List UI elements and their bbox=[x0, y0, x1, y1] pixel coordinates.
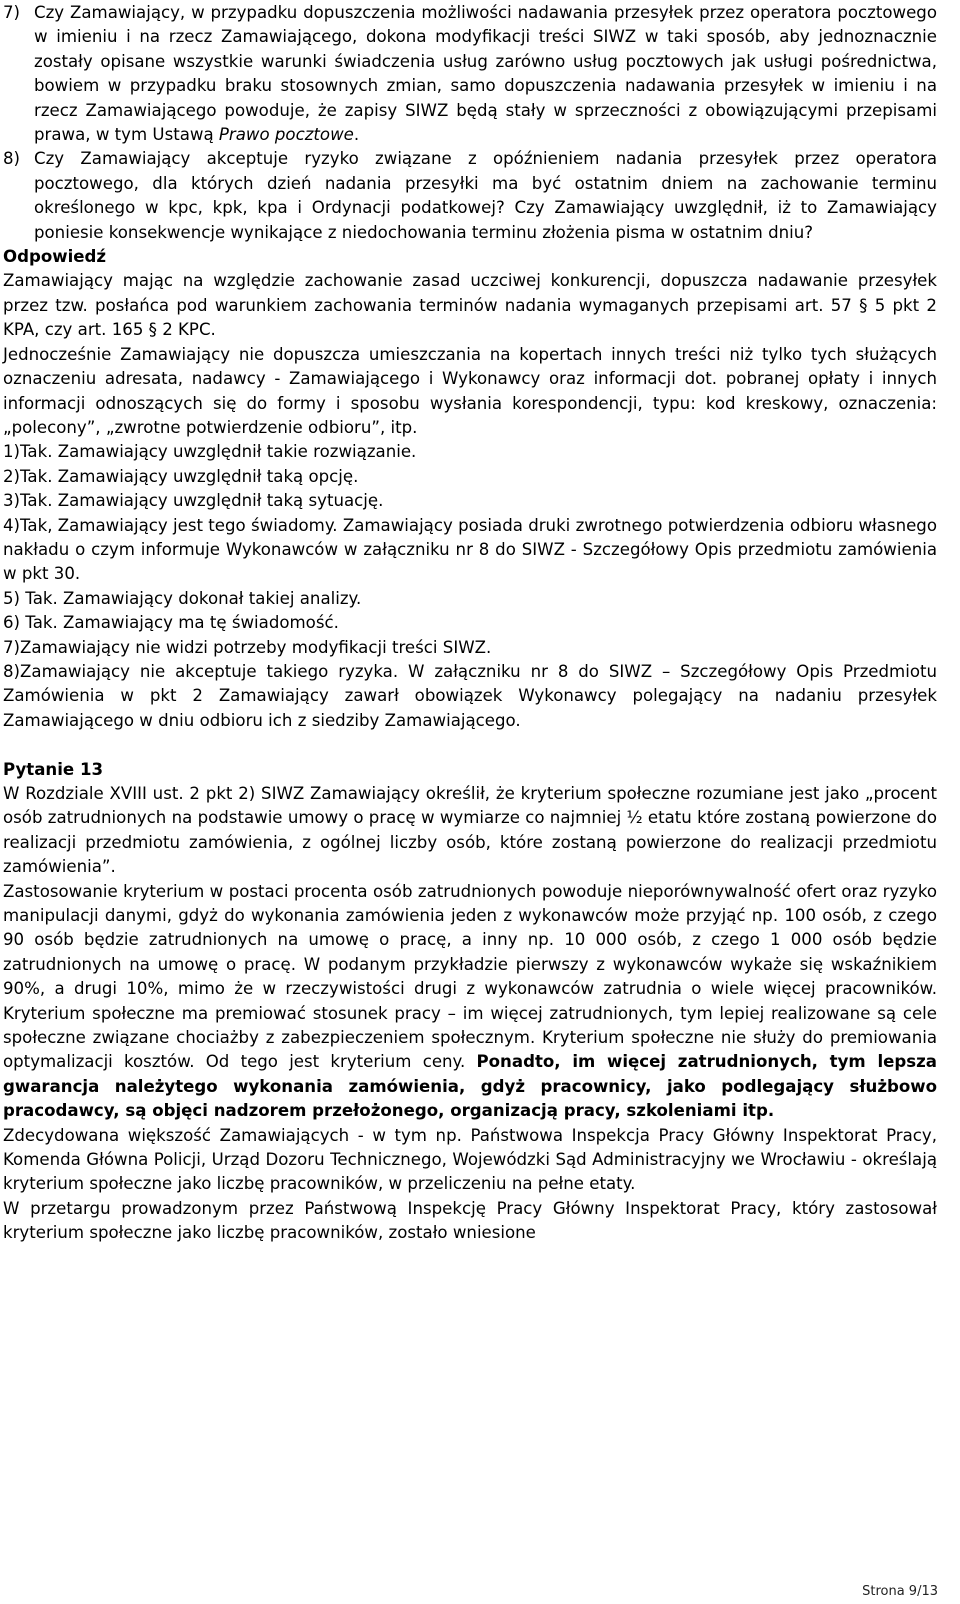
answer-item-1: 1)Tak. Zamawiający uwzględnił takie rozwiązanie. bbox=[3, 442, 417, 462]
answer-item-7: 7)Zamawiający nie widzi potrzeby modyfikacji treści SIWZ. bbox=[3, 637, 492, 657]
body-text-bold: Ponadto, im więcej zatrudnionych, tym lepsza gwarancja należytego wykonania zamówienia, gdyż pracownicy, jako podlegający służbowo pracodawcy, są objęci nadzorem przełożonego, organizacją pracy, szkoleniami itp. bbox=[3, 1052, 937, 1121]
section-heading: Pytanie 13 bbox=[3, 759, 104, 779]
answer-heading: Odpowiedź bbox=[3, 247, 107, 267]
question-item-7 bbox=[3, 1, 937, 147]
page-number: Strona 9/13 bbox=[862, 1584, 938, 1599]
question-text: Czy Zamawiający akceptuje ryzyko związane z opóźnieniem nadania przesyłek przez operatora pocztowego, dla których dzień nadania przesyłki ma być ostatnim dniem na zachowanie terminu określonego w kpc, kpk, kpa i Ordynacji podatkowej? Czy Zamawiający uwzględnił, iż to Zamawiający poniesie konsekwencje wynikające z niedochowania terminu złożenia pisma w ostatnim dniu? bbox=[34, 149, 937, 242]
blank-line bbox=[3, 733, 937, 757]
answer-item-4: 4)Tak, Zamawiający jest tego świadomy. Zamawiający posiada druki zwrotnego potwierdzenia odbioru własnego nakładu o czym informuje Wykonawców w załączniku nr 8 do SIWZ - Szczegółowy Opis przedmiotu zamówienia w pkt 30. bbox=[3, 515, 937, 584]
answer-item-2: 2)Tak. Zamawiający uwzględnił taką opcję. bbox=[3, 466, 359, 486]
document-body bbox=[3, 1, 937, 1246]
question-number: 7) bbox=[3, 3, 21, 22]
answer-paragraph: Jednocześnie Zamawiający nie dopuszcza umieszczania na kopertach innych treści niż tylko tych służących oznaczeniu adresata, nadawcy - Zamawiającego i Wykonawcy oraz informacji dot. pobranej opłaty i innych informacji odnoszących się do formy i sposobu wysłania korespondencji, typu: kod kreskowy, oznaczenia: „polecony”, „zwrotne potwierdzenie odbioru”, itp. bbox=[3, 344, 937, 437]
question-number: 8) bbox=[3, 149, 21, 169]
body-text: Zastosowanie kryterium w postaci procenta osób zatrudnionych powoduje nieporównywalność ofert oraz ryzyko manipulacji danymi, gdyż do wykonania zamówienia jeden z wykonawców może przyjąć np. 100 osób, z czego 90 osób będzie zatrudnionych na umowę o pracę, a inny np. 10 000 osób, z czego 1 000 osób będzie zatrudnionych na umowę o pracę. W podanym przykładzie pierwszy z wykonawców wykaże się wskaźnikiem 90%, a drugi 10%, mimo że w rzeczywistości drugi z wykonawców zatrudnia o wiele więcej pracowników. Kryterium społeczne ma premiować stosunek pracy – im więcej zatrudnionych, tym lepiej realizowane są cele społeczne związane chociażby z zabezpieczeniem społecznym. Kryterium społeczne nie służy do premiowania optymalizacji kosztów. Od tego jest kryterium ceny. bbox=[3, 881, 937, 1072]
answer-item-6: 6) Tak. Zamawiający ma tę świadomość. bbox=[3, 613, 339, 633]
answer-item-3: 3)Tak. Zamawiający uwzględnił taką sytuację. bbox=[3, 491, 384, 511]
body-paragraph: Zdecydowana większość Zamawiających - w tym np. Państwowa Inspekcja Pracy Główny Inspektorat Pracy, Komenda Główna Policji, Urząd Dozoru Technicznego, Wojewódzki Sąd Administracyjny we Wrocławiu - określają kryterium społeczne jako liczbę pracowników, w przeliczeniu na pełne etaty. bbox=[3, 1125, 937, 1194]
answer-item-5: 5) Tak. Zamawiający dokonał takiej analizy. bbox=[3, 588, 362, 608]
answer-item-8: 8)Zamawiający nie akceptuje takiego ryzyka. W załączniku nr 8 do SIWZ – Szczegółowy Opis Przedmiotu Zamówienia w pkt 2 Zamawiający zawarł obowiązek Wykonawcy polegający na nadaniu przesyłek Zamawiającego w dniu odbioru ich z siedziby Zamawiającego. bbox=[3, 661, 937, 730]
question-text-italic: Prawo pocztowe bbox=[218, 125, 354, 145]
body-paragraph bbox=[3, 880, 937, 1124]
body-paragraph: W Rozdziale XVIII ust. 2 pkt 2) SIWZ Zamawiający określił, że kryterium społeczne rozumiane jest jako „procent osób zatrudnionych na podstawie umowy o pracę w wymiarze co najmniej ½ etatu które zostaną powierzone do realizacji przedmiotu zamówienia, z ogólnej liczby osób, które zostaną powierzone do realizacji przedmiotu zamówienia”. bbox=[3, 783, 937, 877]
question-item-8 bbox=[3, 147, 937, 245]
body-paragraph: W przetargu prowadzonym przez Państwową Inspekcję Pracy Główny Inspektorat Pracy, który zastosował kryterium społeczne jako liczbę pracowników, zostało wniesione bbox=[3, 1198, 937, 1243]
question-text-end: . bbox=[353, 125, 360, 145]
answer-paragraph: Zamawiający mając na względzie zachowanie zasad uczciwej konkurencji, dopuszcza nadawanie przesyłek przez tzw. posłańca pod warunkiem zachowania terminów nadania wymaganych przepisami art. 57 § 5 pkt 2 KPA, czy art. 165 § 2 KPC. bbox=[3, 271, 937, 340]
question-text: Czy Zamawiający, w przypadku dopuszczenia możliwości nadawania przesyłek przez operatora pocztowego w imieniu i na rzecz Zamawiającego, dokona modyfikacji treści SIWZ w taki sposób, aby jednoznacznie zostały opisane wszystkie warunki świadczenia usług zarówno usług pocztowych jak usługi pośrednictwa, bowiem w przypadku braku stosownych zmian, samo dopuszczenia nadawania przesyłek w imieniu i na rzecz Zamawiającego powoduje, że zapisy SIWZ będą stały w sprzeczności z obowiązującymi przepisami prawa, w tym Ustawą bbox=[34, 3, 937, 145]
